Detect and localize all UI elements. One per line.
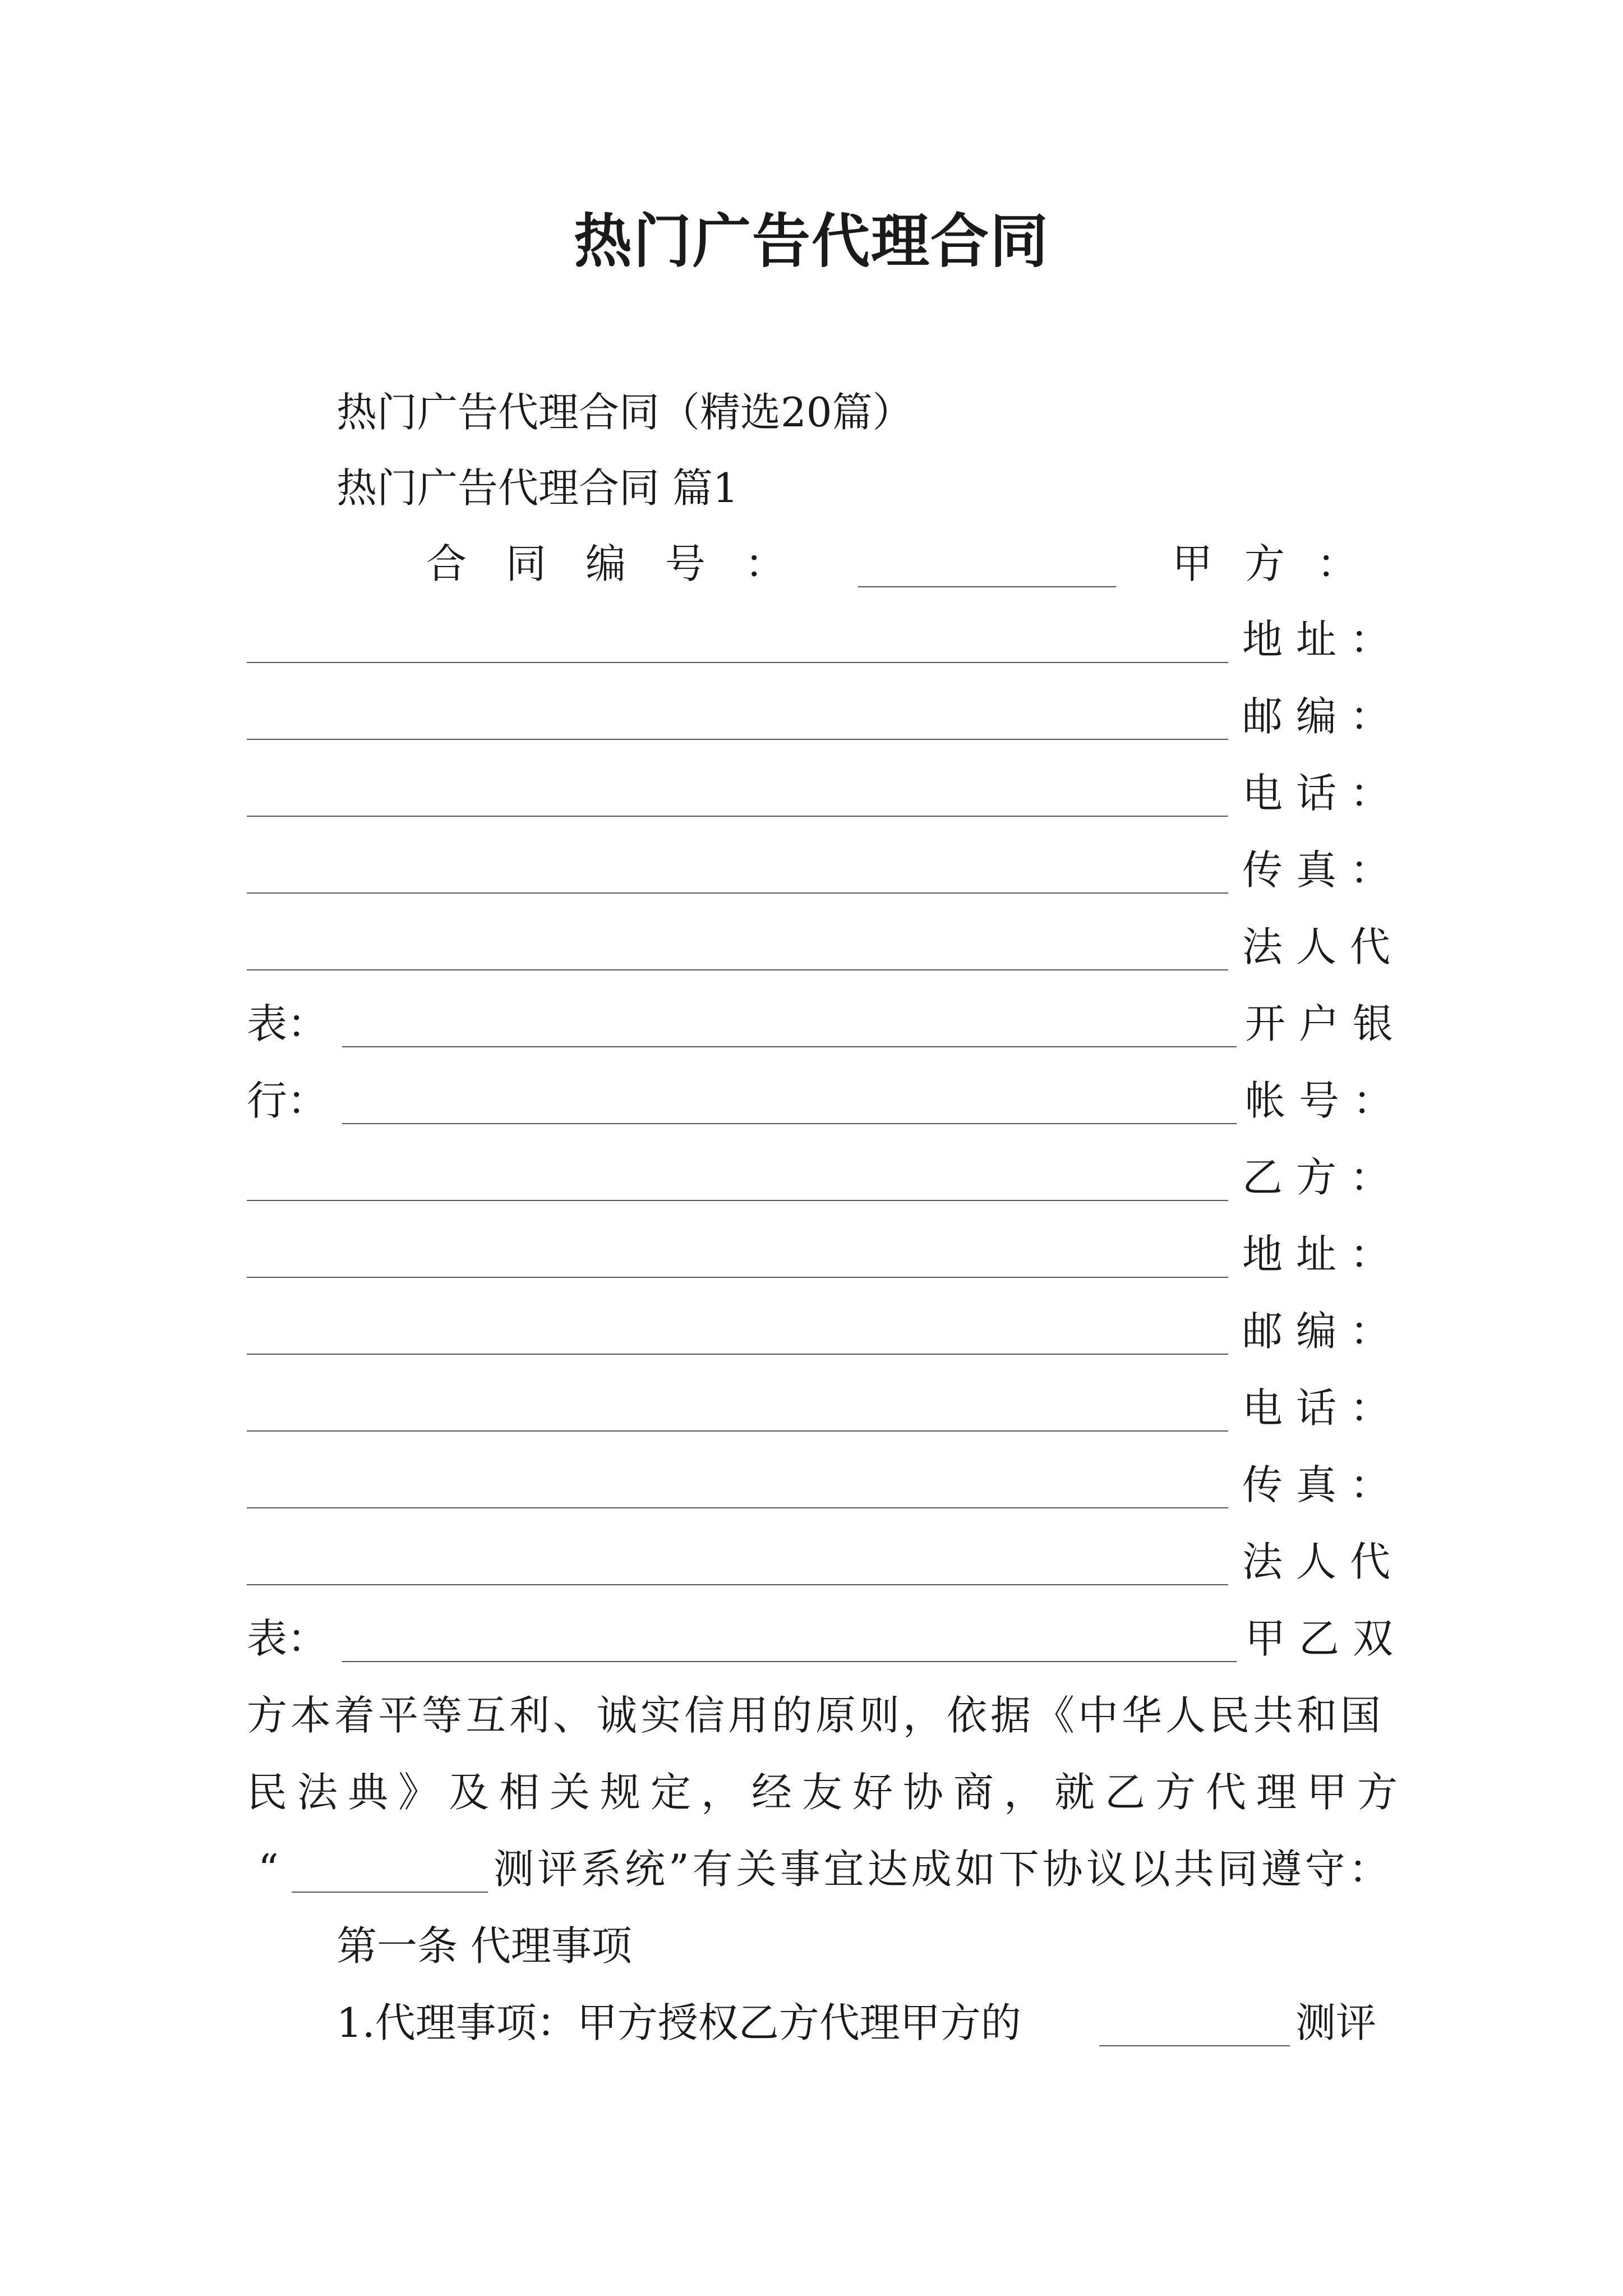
party-b-phone-blank	[247, 1507, 1228, 1508]
party-b-legal-rep-label: 法人代	[1242, 1538, 1404, 1585]
party-a-legal-rep-label-cont: 表：	[247, 1000, 328, 1047]
party-b-fax-label: 传真：	[1242, 1461, 1404, 1508]
party-a-account-blank	[247, 1200, 1228, 1201]
paragraph-line-2: 民法典》及相关规定，经友好协商，就乙方代理甲方	[247, 1769, 1408, 1816]
party-a-address-label: 地址：	[1242, 616, 1404, 663]
party-a-bank-label-cont: 行：	[247, 1077, 328, 1124]
document-title: 热门广告代理合同	[573, 206, 1049, 275]
party-b-legal-rep-label-cont: 表：	[247, 1615, 328, 1662]
party-a-label: 甲 方 ：	[1172, 540, 1357, 587]
article-1-heading: 第一条 代理事项	[336, 1922, 632, 1970]
party-b-postcode-blank	[247, 1430, 1228, 1432]
party-a-blank	[247, 662, 1228, 663]
system-name-blank	[292, 1892, 488, 1893]
party-a-bank-label: 开户银	[1245, 1000, 1407, 1047]
agency-item-blank	[1099, 2045, 1290, 2046]
contract-number-label: 合 同 编 号 ：	[426, 540, 785, 587]
party-b-postcode-label: 邮编：	[1242, 1308, 1404, 1355]
party-b-address-blank	[247, 1354, 1228, 1355]
party-a-legal-rep-blank	[342, 1046, 1237, 1047]
party-a-address-blank	[247, 739, 1228, 740]
subtitle: 热门广告代理合同（精选20篇）	[336, 389, 913, 436]
party-b-legal-rep-blank	[342, 1661, 1237, 1662]
party-a-postcode-blank	[247, 816, 1228, 817]
party-a-legal-rep-label: 法人代	[1242, 923, 1404, 970]
party-a-account-label: 帐号：	[1245, 1077, 1407, 1124]
paragraph-open-quote: “	[258, 1846, 279, 1893]
party-b-phone-label: 电话：	[1242, 1384, 1404, 1432]
party-a-phone-label: 电话：	[1242, 770, 1404, 817]
party-b-label: 乙方：	[1242, 1154, 1404, 1201]
party-b-blank	[247, 1277, 1228, 1278]
both-parties-label: 甲乙双	[1245, 1615, 1407, 1662]
contract-number-blank	[858, 586, 1116, 587]
party-a-bank-blank	[342, 1123, 1237, 1124]
paragraph-line-1: 方本着平等互利、诚实信用的原则，依据《中华人民共和国	[247, 1692, 1385, 1739]
party-b-address-label: 地址：	[1242, 1231, 1404, 1278]
party-a-phone-blank	[247, 892, 1228, 894]
party-b-fax-blank	[247, 1584, 1228, 1585]
article-1-item-1-tail: 测评	[1295, 1999, 1377, 2046]
party-a-fax-blank	[247, 969, 1228, 970]
article-1-item-1: 1.代理事项：甲方授权乙方代理甲方的	[336, 1999, 1021, 2046]
party-a-postcode-label: 邮编：	[1242, 693, 1404, 740]
party-a-fax-label: 传真：	[1242, 846, 1404, 894]
section-heading: 热门广告代理合同 篇1	[336, 464, 739, 512]
paragraph-line-3: 测评系统”有关事宜达成如下协议以共同遵守：	[494, 1846, 1393, 1893]
